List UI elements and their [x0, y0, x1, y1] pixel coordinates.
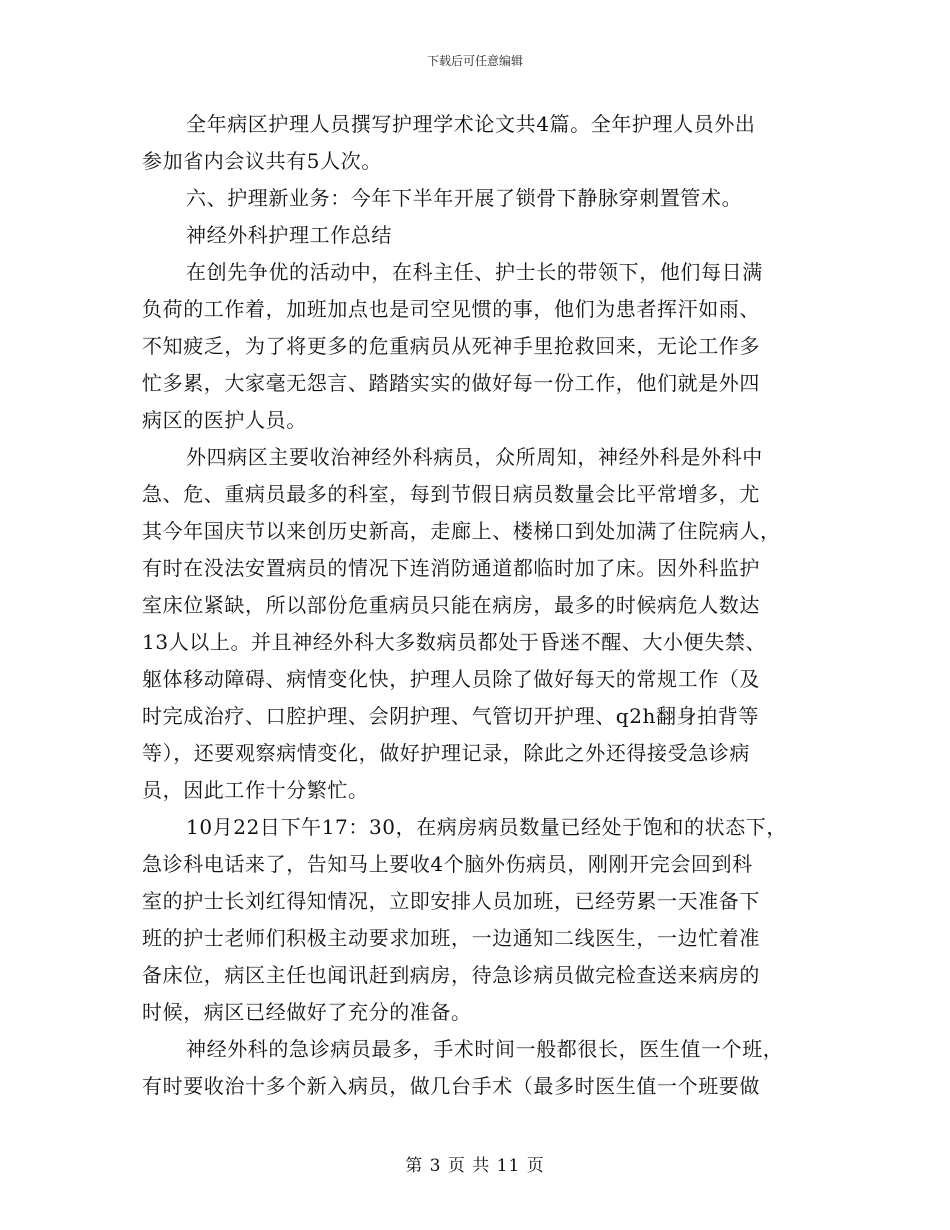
text-line: 忙多累，大家毫无怨言、踏踏实实的做好每一份工作，他们就是外四 [142, 371, 760, 395]
text-line: 躯体移动障碍、病情变化快，护理人员除了做好每天的常规工作（及 [142, 667, 760, 691]
text-line: 员，因此工作十分繁忙。 [142, 778, 369, 802]
text-line: 六、护理新业务：今年下半年开展了锁骨下静脉穿刺置管术。 [186, 186, 743, 210]
page-footer: 第 3 页 共 11 页 [405, 1156, 545, 1176]
text-line: 负荷的工作着，加班加点也是司空见惯的事，他们为患者挥汗如雨、 [142, 297, 760, 321]
text-line: 13人以上。并且神经外科大多数病员都处于昏迷不醒、大小便失禁、 [142, 630, 767, 654]
text-line: 外四病区主要收治神经外科病员，众所周知，神经外科是外科中 [186, 445, 763, 469]
text-line: 全年病区护理人员撰写护理学术论文共4篇。全年护理人员外出 [186, 112, 756, 136]
text-line: 在创先争优的活动中，在科主任、护士长的带领下，他们每日满 [186, 260, 763, 284]
text-line: 室的护士长刘红得知情况，立即安排人员加班，已经劳累一天准备下 [142, 889, 760, 913]
text-line: 神经外科的急诊病员最多，手术时间一般都很长，医生值一个班， [186, 1037, 784, 1061]
text-line: 神经外科护理工作总结 [186, 223, 392, 247]
text-line: 时候，病区已经做好了充分的准备。 [142, 1000, 472, 1024]
text-line: 有时要收治十多个新入病员，做几台手术（最多时医生值一个班要做 [142, 1074, 760, 1098]
text-line: 10月22日下午17：30，在病房病员数量已经处于饱和的状态下， [186, 815, 787, 839]
document-body [142, 106, 802, 1105]
text-line: 班的护士老师们积极主动要求加班，一边通知二线医生，一边忙着准 [142, 926, 760, 950]
text-line: 等），还要观察病情变化，做好护理记录，除此之外还得接受急诊病 [142, 741, 750, 765]
text-line: 病区的医护人员。 [142, 408, 307, 432]
text-line: 时完成治疗、口腔护理、会阴护理、气管切开护理、q2h翻身拍背等 [142, 704, 760, 728]
text-line: 其今年国庆节以来创历史新高，走廊上、楼梯口到处加满了住院病人， [142, 519, 781, 543]
text-line: 有时在没法安置病员的情况下连消防通道都临时加了床。因外科监护 [142, 556, 760, 580]
page-header: 下载后可任意编辑 [426, 54, 523, 68]
text-line: 备床位，病区主任也闻讯赶到病房，待急诊病员做完检查送来病房的 [142, 963, 760, 987]
text-line: 参加省内会议共有5人次。 [142, 149, 382, 173]
text-line: 室床位紧缺，所以部份危重病员只能在病房，最多的时候病危人数达 [142, 593, 760, 617]
text-line: 不知疲乏，为了将更多的危重病员从死神手里抢救回来，无论工作多 [142, 334, 760, 358]
text-line: 急诊科电话来了，告知马上要收4个脑外伤病员，刚刚开完会回到科 [142, 852, 753, 876]
text-line: 急、危、重病员最多的科室，每到节假日病员数量会比平常增多，尤 [142, 482, 760, 506]
